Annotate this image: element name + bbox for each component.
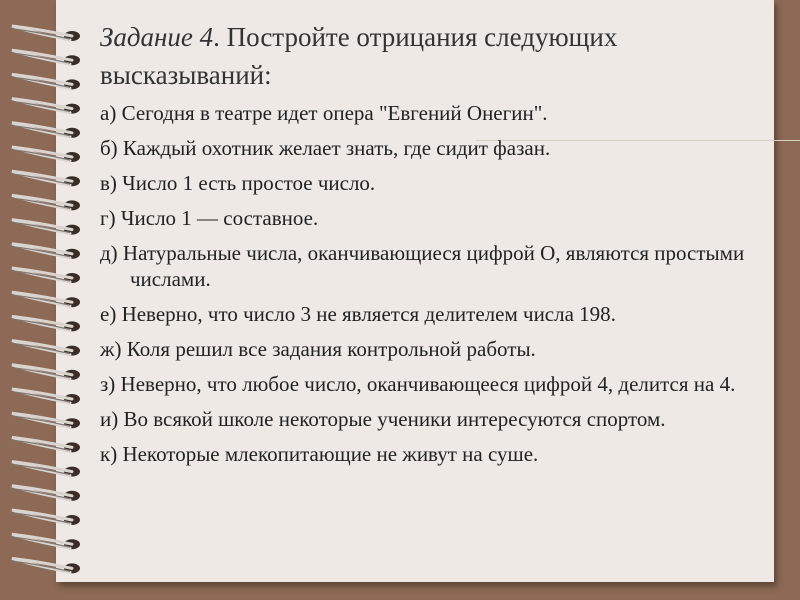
statement-item: д) Натуральные числа, оканчивающиеся цифрой О, являются простыми числами. (100, 241, 745, 291)
statement-item: к) Некоторые млекопитающие не живут на суше. (100, 442, 539, 466)
slide-title (100, 18, 760, 94)
statement-item: е) Неверно, что число 3 не является делителем числа 198. (100, 302, 616, 326)
statement-item: б) Каждый охотник желает знать, где сидит фазан. (100, 136, 551, 160)
statement-list (100, 100, 765, 476)
task-instruction: . Постройте отрицания следующих высказываний: (100, 22, 618, 90)
statement-item: г) Число 1 — составное. (100, 206, 319, 230)
statement-item: и) Во всякой школе некоторые ученики интересуются спортом. (100, 407, 666, 431)
task-label: Задание 4 (100, 22, 214, 52)
statement-item: в) Число 1 есть простое число. (100, 171, 376, 195)
spiral-binding-icon (0, 0, 100, 600)
statement-item: з) Неверно, что любое число, оканчивающееся цифрой 4, делится на 4. (100, 372, 736, 396)
statement-item: ж) Коля решил все задания контрольной работы. (100, 337, 536, 361)
statement-item: а) Сегодня в театре идет опера "Евгений Онегин". (100, 101, 548, 125)
